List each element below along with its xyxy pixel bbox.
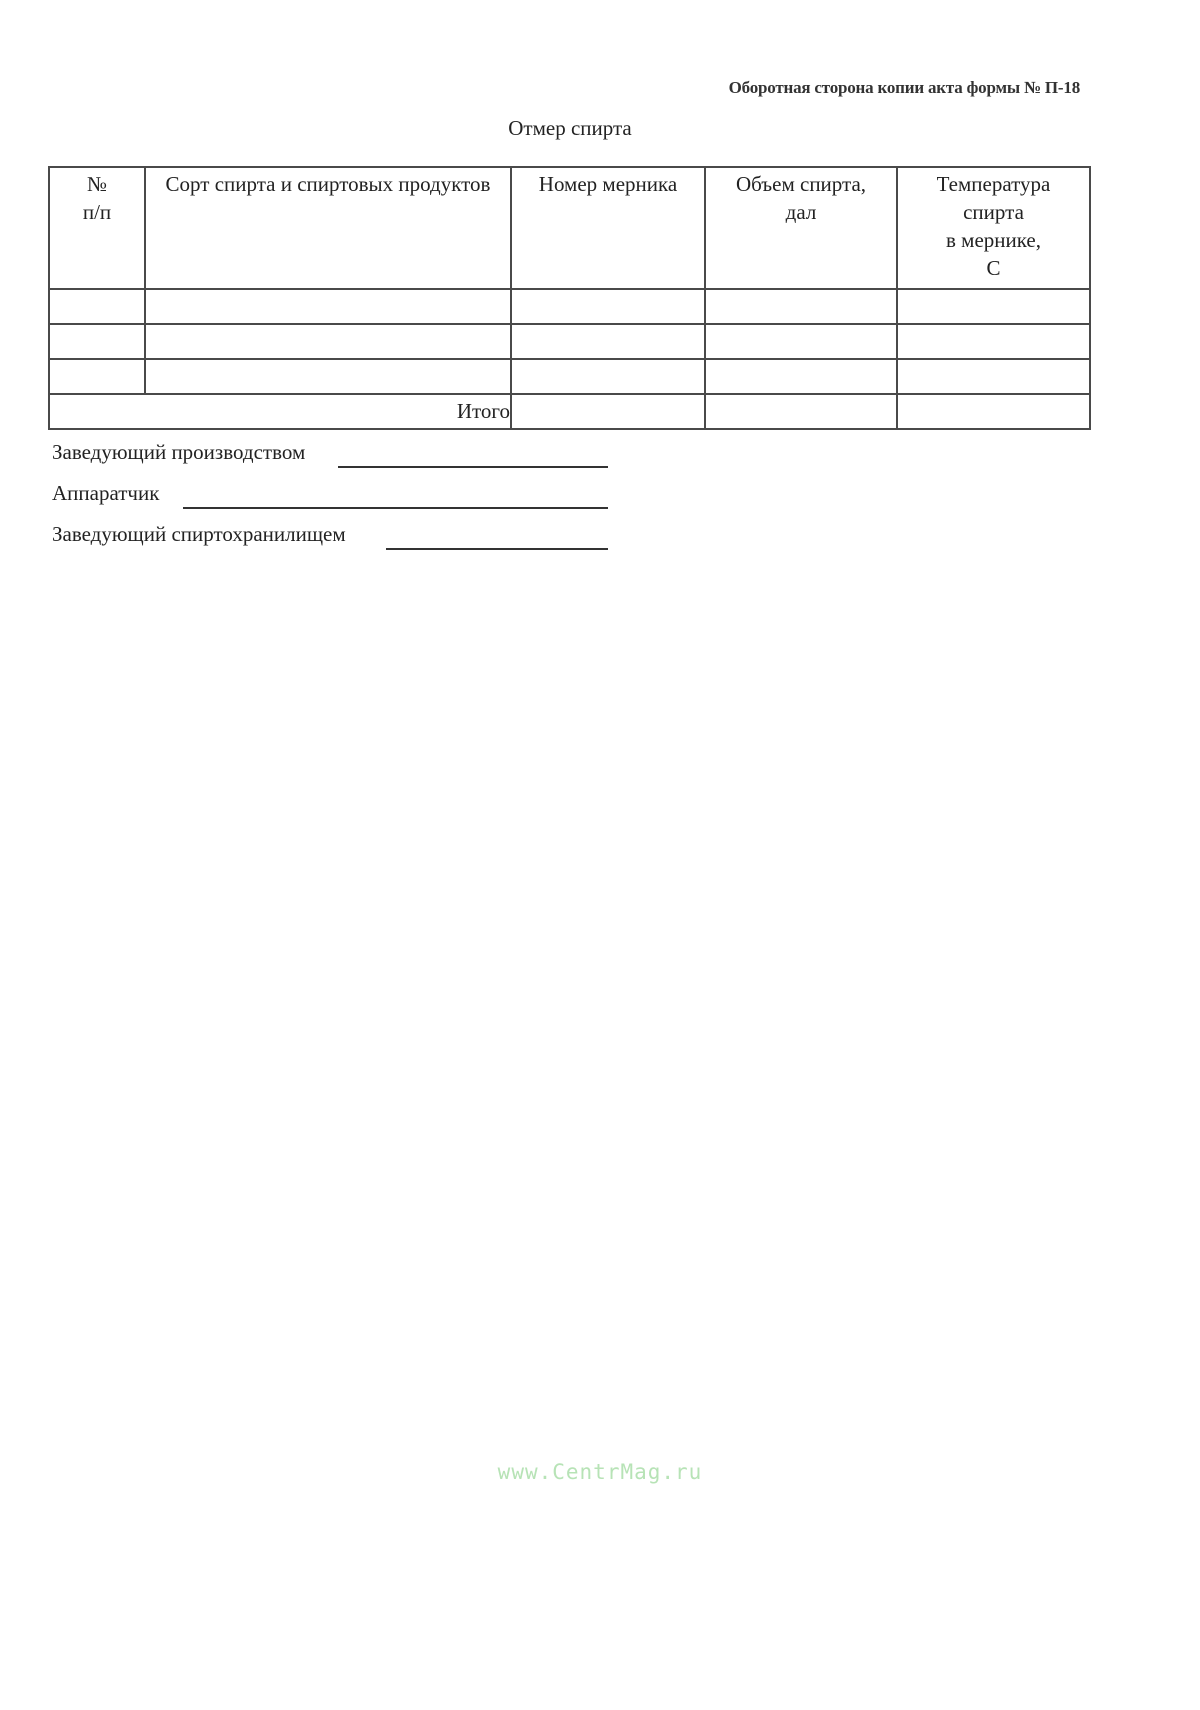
column-header-temperature: [897, 167, 1090, 289]
form-reference: Оборотная сторона копии акта формы № П-18: [728, 78, 1080, 97]
column-header-grade: [145, 167, 511, 289]
column-header-volume: [705, 167, 897, 289]
signature-label-storage-head: Заведующий спиртохранилищем: [52, 522, 346, 546]
column-header-label: Температура спирта в мернике, C: [936, 172, 1051, 280]
table-row: [49, 359, 1090, 394]
total-cell[interactable]: [705, 394, 897, 429]
table-cell[interactable]: [897, 324, 1090, 359]
table-cell[interactable]: [511, 324, 705, 359]
measurement-table: [48, 166, 1091, 430]
total-cell[interactable]: [511, 394, 705, 429]
column-header-label: № п/п: [82, 172, 112, 224]
column-header-number: [49, 167, 145, 289]
table-cell[interactable]: [705, 324, 897, 359]
table-cell[interactable]: [49, 289, 145, 324]
table-cell[interactable]: [145, 324, 511, 359]
table-cell[interactable]: [705, 289, 897, 324]
table-cell[interactable]: [511, 289, 705, 324]
table-row: [49, 289, 1090, 324]
total-cell[interactable]: [897, 394, 1090, 429]
watermark: www.CentrMag.ru: [497, 1460, 703, 1484]
table-cell[interactable]: [897, 359, 1090, 394]
table-cell[interactable]: [705, 359, 897, 394]
total-row: [49, 394, 1090, 429]
column-header-label: Номер мерника: [538, 172, 678, 196]
signature-line-production-head[interactable]: [338, 466, 608, 468]
table-cell[interactable]: [49, 359, 145, 394]
column-header-label: Объем спирта, дал: [735, 172, 867, 224]
total-label: Итого: [49, 394, 511, 429]
table-row: [49, 324, 1090, 359]
column-header-label: Сорт спирта и спиртовых продуктов: [165, 172, 491, 196]
signature-line-operator[interactable]: [183, 507, 608, 509]
table-header-row: [49, 167, 1090, 289]
table-cell[interactable]: [49, 324, 145, 359]
table-cell[interactable]: [511, 359, 705, 394]
page-title: Отмер спирта: [508, 116, 632, 140]
signature-label-operator: Аппаратчик: [52, 481, 160, 505]
signature-line-storage-head[interactable]: [386, 548, 608, 550]
table-cell[interactable]: [897, 289, 1090, 324]
table-cell[interactable]: [145, 289, 511, 324]
table-cell[interactable]: [145, 359, 511, 394]
column-header-measure-number: [511, 167, 705, 289]
signature-label-production-head: Заведующий производством: [52, 440, 306, 464]
